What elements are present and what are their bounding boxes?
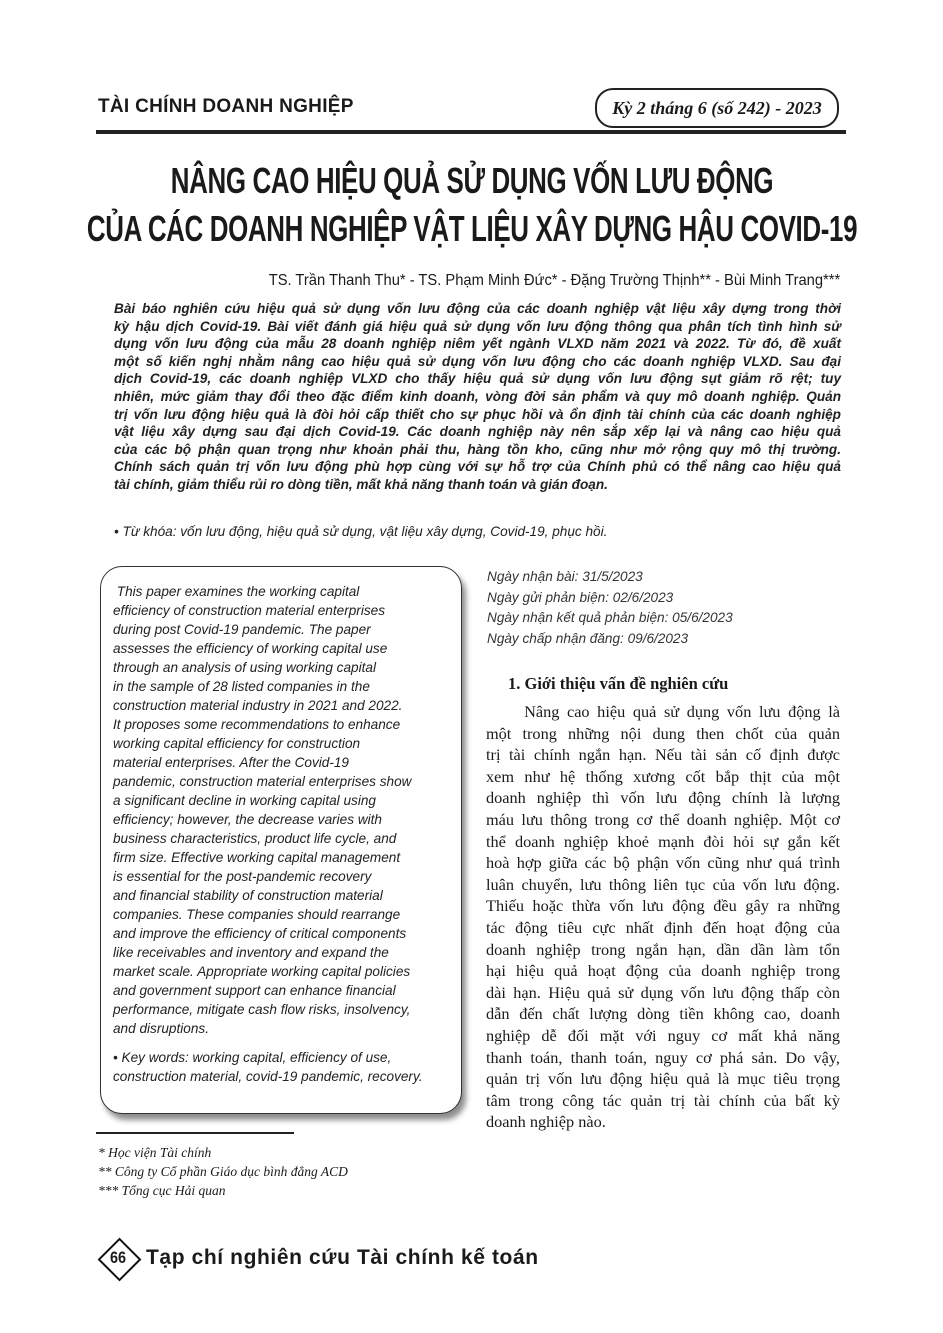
body-line: Nâng cao hiệu quả sử dụng vốn lưu động là: [486, 702, 840, 721]
body-line: Thiếu hoặc thừa vốn lưu động đều gây ra những: [486, 896, 840, 916]
abstract-en-line: market scale. Appropriate working capital policies: [113, 964, 411, 979]
body-line: doanh nghiệp nào.: [486, 1112, 606, 1132]
body-line: máu lưu thông trong cơ thể doanh nghiệp. Một cơ: [486, 809, 840, 829]
body-line: một trong những nội dung then chốt của quản: [486, 723, 840, 743]
abstract-en-line: material enterprises. After the Covid-19: [113, 755, 349, 770]
abstract-en-line: This paper examines the working capital: [113, 584, 360, 599]
date-line: Ngày nhận kết quả phản biện: 05/6/2023: [487, 610, 733, 625]
body-line: xem như hệ thống xương cốt bắp thịt của một: [486, 766, 840, 786]
body-line: hại hiệu quả hoạt động của doanh nghiệp trong: [486, 961, 840, 981]
abstract-line: trị vốn lưu động hiệu quả là đòi hỏi cấp thiết cho sự phục hồi và ổn định tài chính của các doanh nghiệp: [114, 406, 841, 422]
footnote: *** Tổng cục Hải quan: [98, 1183, 226, 1198]
abstract-en-line: like receivables and inventory and expand the: [113, 945, 389, 960]
footnote: ** Công ty Cổ phần Giáo dục bình đẳng ACD: [98, 1164, 348, 1179]
body-line: quản trị vốn lưu động hiệu quả là mục tiêu trọng: [486, 1069, 840, 1089]
authors: TS. Trần Thanh Thu* - TS. Phạm Minh Đức* - Đặng Trường Thịnh** - Bùi Minh Trang***: [268, 272, 840, 289]
section-label: TÀI CHÍNH DOANH NGHIỆP: [98, 96, 354, 117]
date-line: Ngày chấp nhận đăng: 09/6/2023: [487, 630, 689, 646]
body-line: nghiệp dễ đối mặt với nguy cơ mất khả năng: [486, 1025, 840, 1045]
abstract-line: vật liệu xây dựng sau đại dịch Covid-19. Các doanh nghiệp này nên sắp xếp lại và nâng cao hiệu quả: [114, 424, 841, 440]
footnote: * Học viện Tài chính: [98, 1145, 212, 1160]
issue-badge: [595, 88, 839, 128]
abstract-en-line: construction material industry in 2021 and 2022.: [113, 698, 403, 713]
abstract-line: kỳ hậu dịch Covid-19. Bài viết đánh giá hiệu quả sử dụng vốn lưu động thông qua phân tích tình hình sử: [114, 318, 841, 334]
abstract-en-line: efficiency; however, the decrease varies with: [113, 812, 382, 827]
issue-text: Kỳ 2 tháng 6 (số 242) - 2023: [612, 97, 822, 118]
article-title-line-1: NÂNG CAO HIỆU QUẢ SỬ DỤNG VỐN LƯU ĐỘNG: [170, 160, 773, 201]
page-number: 66: [109, 1248, 127, 1267]
date-line: Ngày gửi phản biện: 02/6/2023: [487, 589, 674, 605]
body-line: dài hạn. Hiệu quả sử dụng vốn lưu động thấp còn: [486, 982, 840, 1002]
abstract-en-line: in the sample of 28 listed companies in the: [113, 679, 370, 694]
article-dates: [487, 567, 733, 649]
body-line: luân chuyển, lưu thông liên tục của vốn lưu động.: [486, 874, 840, 894]
abstract-en-line: and improve the efficiency of critical components: [113, 926, 407, 941]
abstract-line: một số kiến nghị nhằm nâng cao hiệu quả sử dụng vốn lưu động cho các doanh nghiệp VLXD. Sau đại: [114, 353, 841, 369]
abstract-line: dịch Covid-19, các doanh nghiệp VLXD cho thấy hiệu quả sử dụng vốn lưu động sụt giảm rõ rệt; tuy: [114, 371, 841, 387]
abstract-en-line: companies. These companies should rearrange: [113, 907, 401, 922]
body-line: doanh nghiệp trong ngắn hạn, dần dần làm tổn: [486, 939, 840, 959]
body-line: thanh toán, thanh toán, nguy cơ phá sản. Do vậy,: [486, 1047, 840, 1067]
body-line: dẫn đến chất lượng dòng tiền không cao, doanh: [486, 1004, 840, 1024]
page-number-diamond-icon: [98, 1238, 138, 1278]
body-line: doanh nghiệp thì vốn lưu động chính là lượng: [486, 788, 840, 808]
abstract-line: tài chính, giảm thiểu rủi ro dòng tiền, mất khả năng thanh toán và gián đoạn.: [114, 476, 608, 492]
abstract-en-line: assesses the efficiency of working capital use: [113, 641, 388, 656]
footnotes: [98, 1143, 348, 1200]
abstract-en-line: and financial stability of construction material: [113, 888, 383, 903]
abstract-en-line: during post Covid-19 pandemic. The paper: [113, 622, 371, 637]
body-line: tác động tiêu cực nhất định đến hoạt động của: [486, 917, 840, 937]
abstract-en-line: business characteristics, product life cycle, and: [113, 831, 397, 846]
section-heading: 1. Giới thiệu vấn đề nghiên cứu: [508, 674, 729, 693]
abstract-line: Bài báo nghiên cứu hiệu quả sử dụng vốn lưu động của các doanh nghiệp vật liệu xây dựng trong thời: [114, 301, 841, 316]
journal-name: Tạp chí nghiên cứu Tài chính kế toán: [146, 1246, 539, 1269]
page-footer: [98, 1238, 539, 1278]
footnote-rule: [96, 1132, 294, 1134]
abstract-en-line: is essential for the post-pandemic recovery: [113, 869, 372, 884]
abstract-en-line: pandemic, construction material enterprises show: [113, 774, 412, 789]
abstract-en-line: and government support can enhance financial: [113, 983, 396, 998]
body-line: trị tài chính ngắn hạn. Nếu tài sản cố định được: [486, 745, 840, 765]
abstract-line: dụng vốn lưu động của mẫu 28 doanh nghiệp niêm yết ngành VLXD năm 2021 và 2022. Từ đó, đề xuất: [114, 336, 841, 352]
abstract-en-line: through an analysis of using working capital: [113, 660, 376, 675]
abstract-en-line: performance, mitigate cash flow risks, insolvency,: [113, 1002, 411, 1017]
body-line: tâm trong công tác quản trị tài chính của bất kỳ: [486, 1090, 840, 1110]
abstract-en-line: efficiency of construction material enterprises: [113, 603, 385, 618]
abstract-vi: [114, 300, 841, 494]
abstract-line: của các bộ phận quan trọng như khoản phải thu, hàng tồn kho, cũng như mở rộng quy mô thị trường.: [114, 441, 841, 457]
header-rule: [96, 130, 846, 134]
abstract-en-line: It proposes some recommendations to enhance: [113, 717, 401, 732]
body-line: thể doanh nghiệp khoẻ mạnh đòi hỏi sự gắn kết: [486, 831, 840, 851]
abstract-en-line: a significant decline in working capital using: [113, 793, 376, 808]
keywords-en: • Key words: working capital, efficiency of use, construction material, covid-19 pandemic, recovery.: [113, 1050, 423, 1084]
date-line: Ngày nhận bài: 31/5/2023: [487, 569, 643, 584]
body-text: [486, 701, 840, 1133]
body-line: hoà hợp giữa các bộ phận vốn cũng như quá trình: [486, 853, 840, 873]
article-title-line-2: CỦA CÁC DOANH NGHIỆP VẬT LIỆU XÂY DỰNG HẬU COVID-19: [86, 208, 857, 249]
abstract-line: nhiên, mức giảm thay đổi theo đặc điểm kinh doanh, vòng đời sản phẩm và quy mô doanh nghiệp. Quản: [114, 388, 841, 404]
abstract-en-line: firm size. Effective working capital management: [113, 850, 401, 865]
abstract-en-line: and disruptions.: [113, 1021, 209, 1036]
abstract-en-line: working capital efficiency for construction: [113, 736, 361, 751]
abstract-line: Chính sách quản trị vốn lưu động phù hợp cùng với sự hỗ trợ của Chính phủ có thể nâng cao hiệu quả: [114, 459, 841, 475]
abstract-en: [113, 582, 458, 1038]
keywords-vi: • Từ khóa: vốn lưu động, hiệu quả sử dụng, vật liệu xây dựng, Covid-19, phục hồi.: [114, 524, 608, 539]
